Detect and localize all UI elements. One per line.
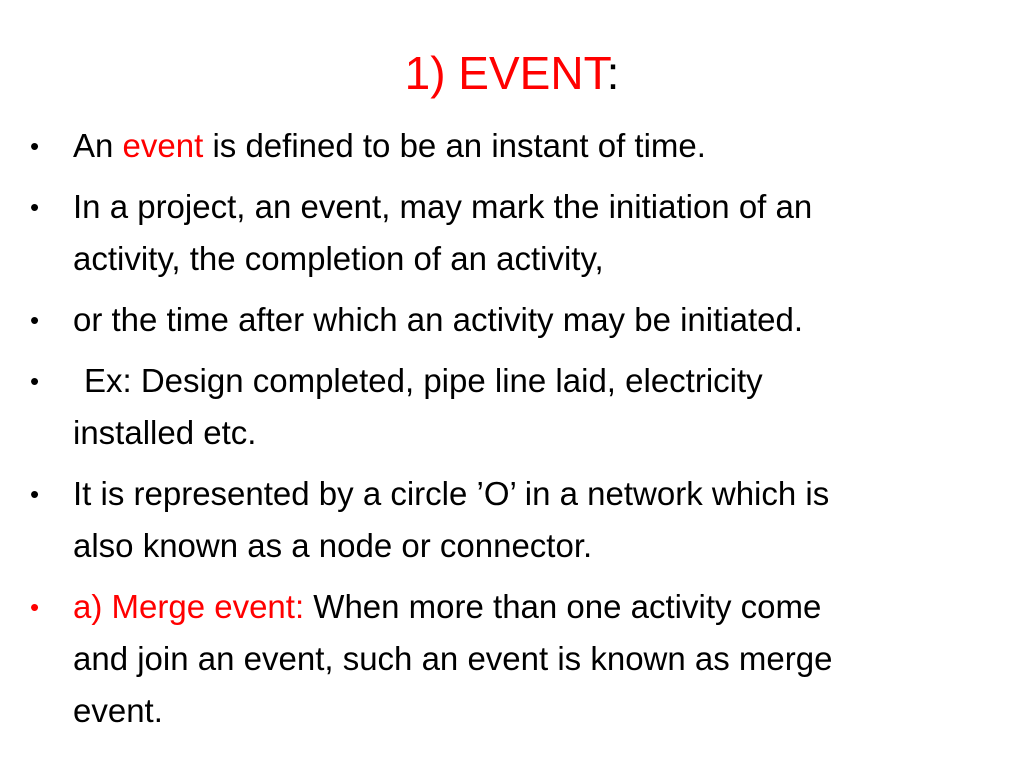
highlight-term: a) Merge event: [73, 588, 305, 625]
bullet-list [30, 120, 990, 746]
bullet-icon: • [30, 305, 40, 335]
title-colon: : [606, 47, 620, 99]
bullet-item: • An event is defined to be an instant of time. [30, 120, 990, 172]
highlight-term: event [122, 127, 204, 164]
title-text: 1) EVENT [404, 47, 607, 99]
bullet-item: • In a project, an event, may mark the initiation of an activity, the completion of an activity, [30, 181, 990, 285]
slide-title [0, 44, 1024, 102]
bullet-icon: • [30, 592, 40, 622]
bullet-item: • Ex: Design completed, pipe line laid, electricity installed etc. [30, 355, 990, 459]
bullet-icon: • [30, 479, 40, 509]
bullet-item: • or the time after which an activity may be initiated. [30, 294, 990, 346]
bullet-icon: • [30, 192, 40, 222]
bullet-icon: • [30, 366, 40, 396]
bullet-item: • a) Merge event: When more than one activity come and join an event, such an event is known as merge event. [30, 581, 990, 737]
bullet-icon: • [30, 131, 40, 161]
bullet-item: • It is represented by a circle ’O’ in a network which is also known as a node or connector. [30, 468, 990, 572]
